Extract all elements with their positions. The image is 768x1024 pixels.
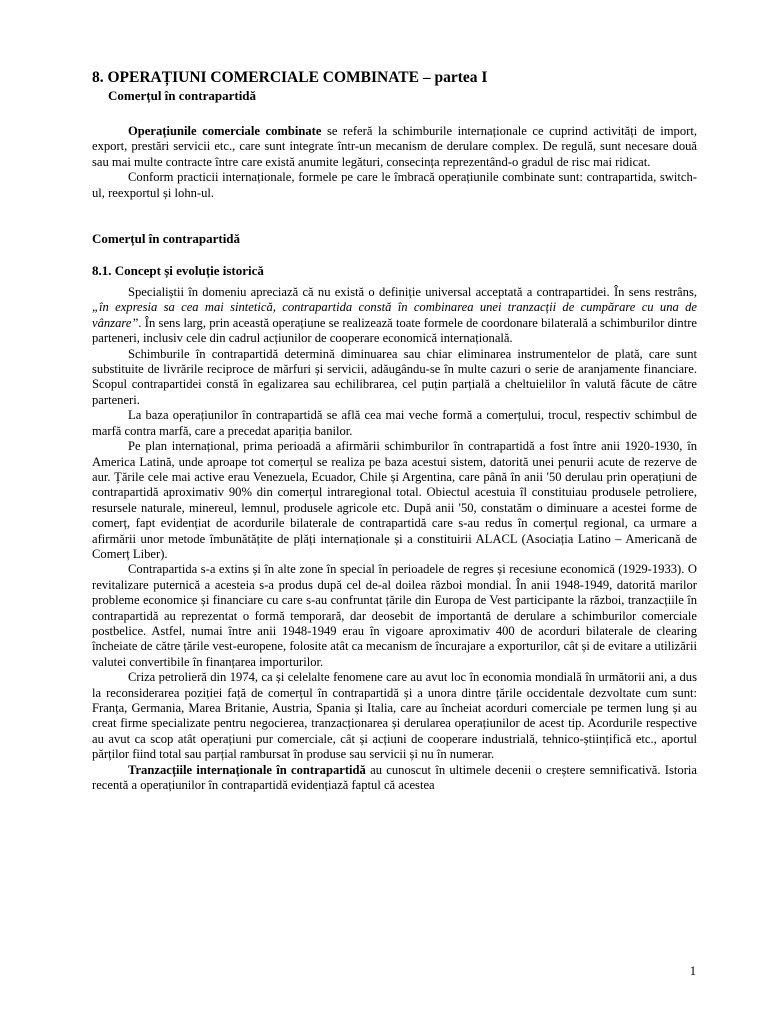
- body-paragraph-6: Criza petrolieră din 1974, ca și celelalte fenomene care au avut loc în economia mondială în următorii ani, a dus la reconsiderarea poziției față de comerțul în contrapartidă și a unora dintre țările occidentale dezvoltate cum sunt: Franța, Germania, Marea Britanie, Austria, Spania și Italia, care au încheiat acorduri comerciale pe termen lung și au creat firme specializate pentru negocierea, tranzacționarea și derularea operațiunilor de acest tip. Acordurile respective au avut ca scop atât operațiuni pur comerciale, cât și acțiuni de cooperare industrială, tehnico-științifică etc., aportul părților fiind total sau parțial rambursat în produse sau servicii și nu în numerar.: [92, 670, 697, 762]
- p1-after: . În sens larg, prin această operațiune se realizează toate formele de coordonare bilaterală a schimburilor dintre parteneri, inclusiv cele din cadrul acțiunilor de cooperare economică internațională.: [92, 315, 697, 346]
- page-number: 1: [689, 964, 696, 978]
- intro-text-1: se referă la schimburile internaționale ce cuprind activități de import, export, prestări servicii etc., care sunt integrate într-un mecanism de derulare complex. De regulă, sunt necesare două sau mai multe contracte între care există anumite legături, consecința reprezentând-o gradul de risc mai ridicat.: [92, 124, 697, 169]
- body-paragraph-3: La baza operațiunilor în contrapartidă se află cea mai veche formă a comerțului, trocul, respectiv schimbul de marfă contra marfă, care a precedat apariția banilor.: [92, 408, 697, 438]
- intro-bold-term: Operațiunile comerciale combinate: [128, 124, 322, 138]
- subsection-heading: 8.1. Concept și evoluție istorică: [92, 263, 264, 279]
- p7-text: au cunoscut în ultimele decenii o creștere semnificativă. Istoria recentă a operațiunilor în contrapartidă evidențiază faptul că acestea: [92, 762, 697, 793]
- body-paragraph-4: Pe plan internațional, prima perioadă a afirmării schimburilor în contrapartidă a fost între anii 1920-1930, în America Latină, unde aproape tot comerțul se realiza pe baza acestui sistem, datorită unei penurii acute de rezerve de aur. Țările cele mai active erau Venezuela, Ecuador, Chile și Argentina, care până în anii '50 derulau prin operațiuni de contrapartidă aproximativ 90% din comerțul intraregional total. Obiectul acestuia îl constituiau produsele petroliere, resursele naturale, minereul, lemnul, produsele agricole etc. După anii '50, constatăm o diminuare a acestei forme de comerț, fapt evidențiat de acordurile bilaterale de contrapartidă care s-au redus în comerțul regional, ca urmare a afirmării unor metode îmbunătățite de plăți internaționale și a constituirii ALACL (Asociația Latino – Americană de Comerț Liber).: [92, 439, 697, 561]
- p1-before: Specialiștii în domeniu apreciază că nu există o definiție universal acceptată a contrapartidei. În sens restrâns,: [128, 285, 697, 300]
- body-paragraph-7: [92, 763, 697, 794]
- section-heading: Comerțul în contrapartidă: [92, 231, 241, 247]
- p1-italic-quote: „în expresia sa cea mai sintetică, contrapartida constă în combinarea unei tranzacții de cumpărare cu una de vânzare”: [92, 300, 697, 330]
- body-paragraph-2: Schimburile în contrapartidă determină diminuarea sau chiar eliminarea instrumentelor de plată, care sunt substituite de livrările reciproce de mărfuri și servicii, adăugându-se în multe cazuri o serie de aranjamente financiare. Scopul contrapartidei constă în egalizarea sau echilibrarea, cel puțin parțială a cheltuielilor în valută făcute de către parteneri.: [92, 346, 697, 407]
- body-paragraph-1: [92, 285, 697, 347]
- p7-bold-term: Tranzacțiile internaționale în contrapartidă: [128, 762, 366, 777]
- document-title: 8. OPERAȚIUNI COMERCIALE COMBINATE – partea I: [92, 69, 488, 86]
- intro-text-2: Conform practicii internaționale, formele pe care le îmbracă operațiunile combinate sunt: contrapartida, switch-ul, reexportul și lohn-ul.: [92, 170, 697, 200]
- intro-paragraph-1: [92, 124, 697, 170]
- intro-paragraph-2: [92, 170, 697, 201]
- document-subtitle: Comerțul în contrapartidă: [108, 88, 257, 103]
- body-paragraph-5: Contrapartida s-a extins și în alte zone în special în perioadele de regres și recesiune economică (1929-1933). O revitalizare puternică a acesteia s-a produs după cel de-al doilea război mondial. În anii 1948-1949, datorită marilor probleme economice și financiare cu care s-au confruntat țările din Europa de Vest participante la război, tranzacțiile în contrapartidă au reprezentat o formă temporară, dar deosebit de importantă de derulare a schimburilor comerciale postbelice. Astfel, numai între anii 1948-1949 erau în vigoare aproximativ 400 de acorduri bilaterale de clearing încheiate de către țările vest-europene, folosite atât ca mecanism de încurajare a exporturilor, cât și de evitare a utilizării valutei convertibile în finanțarea importurilor.: [92, 562, 697, 669]
